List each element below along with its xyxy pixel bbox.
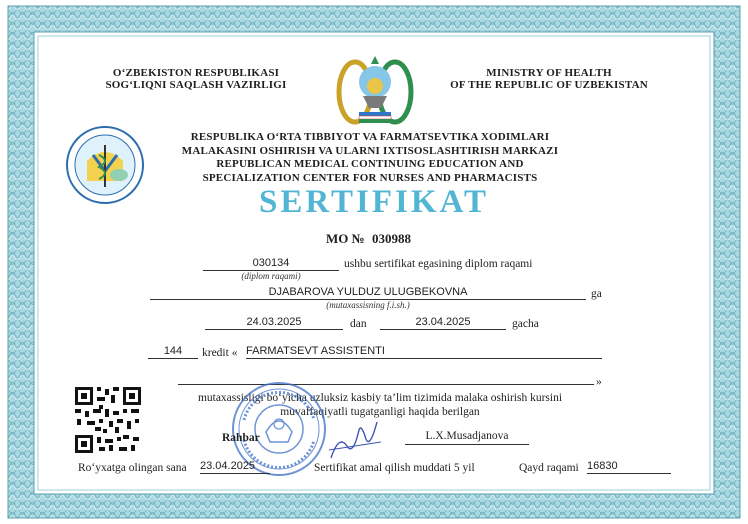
period-from: 24.03.2025 [205, 316, 343, 330]
credit-label: kredit « [202, 347, 238, 359]
qr-code-icon [73, 385, 143, 455]
registration-number-label: Qayd raqami [519, 462, 579, 474]
header-left-line1: O‘ZBEKISTON RESPUBLIKASI [112, 67, 280, 79]
state-emblem-icon [335, 50, 415, 128]
center-name-line3: REPUBLICAN MEDICAL CONTINUING EDUCATION AND [216, 158, 524, 170]
number-value: 030988 [371, 231, 411, 246]
credit-close: » [596, 376, 602, 388]
center-name-line4: SPECIALIZATION CENTER FOR NURSES AND PHARMACISTS [202, 171, 538, 184]
center-name-line1: RESPUBLIKA O‘RTA TIBBIYOT VA FARMATSEVTIKA XODIMLARI [190, 131, 550, 143]
signature-label: Rahbar [222, 432, 260, 444]
validity-text: Sertifikat amal qilish muddati 5 yil [314, 462, 475, 474]
registration-label: Ro‘yxatga olingan sana [78, 462, 187, 474]
body-line1: mutaxassisligi bo‘yicha uzluksiz kasbiy ta’lim tizimida malaka oshirish kursini [197, 392, 563, 404]
diploma-hint: (diplom raqami) [241, 271, 301, 281]
header-left-line2: SOG‘LIQNI SAQLASH VAZIRLIGI [105, 79, 287, 91]
certificate-title: SERTIFIKAT [259, 184, 489, 220]
specialty-name [246, 345, 602, 359]
diploma-suffix: ushbu sertifikat egasining diplom raqami [344, 258, 533, 270]
registration-date: 23.04.2025 [200, 460, 270, 474]
body-text [150, 391, 610, 419]
period-to: 23.04.2025 [380, 316, 506, 330]
holder-suffix: ga [591, 288, 602, 300]
header-right-line1: MINISTRY OF HEALTH [486, 67, 612, 79]
holder-hint: (mutaxassisning f.i.sh.) [326, 300, 410, 310]
registration-number: 16830 [587, 460, 671, 474]
certificate-number [326, 231, 411, 247]
center-name [150, 131, 590, 185]
diploma-number: 030134 [203, 257, 339, 271]
holder-name: DJABAROVA YULDUZ ULUGBEKOVNA [150, 286, 586, 300]
period-dan: dan [350, 318, 367, 330]
credit-value: 144 [148, 345, 198, 359]
body-line2: muvaffaqiyatli tugatganligi haqida berilgan [280, 406, 480, 418]
center-logo-icon [65, 125, 145, 205]
signature-name: L.X.Musadjanova [405, 430, 529, 445]
number-label: MO № [326, 231, 365, 246]
specialty-value: FARMATSEVT ASSISTENTI [246, 345, 385, 357]
header-left [96, 67, 296, 91]
header-right [434, 67, 664, 91]
header-right-line2: OF THE REPUBLIC OF UZBEKISTAN [450, 79, 648, 91]
center-name-line2: MALAKASINI OSHIRISH VA ULARNI IXTISOSLASHTIRISH MARKAZI [181, 144, 559, 157]
signature-scribble-icon [325, 416, 385, 466]
period-gacha: gacha [512, 318, 539, 330]
